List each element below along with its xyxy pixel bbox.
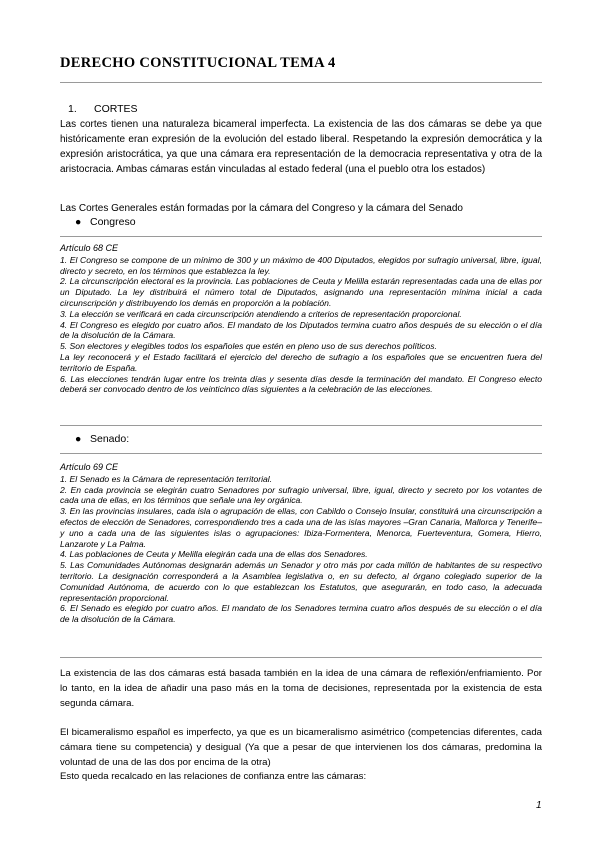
article-68-paragraph: 2. La circunscripción electoral es la provincia. Las poblaciones de Ceuta y Melilla estarán representadas cada una de ellas por un Diputado. La ley distribuirá el número total de Diputados, asignando una representación mínima inicial a cada circunscripción y distribuyendo los demás en proporción a la población. [60,276,542,308]
article-69-paragraph: 3. En las provincias insulares, cada isla o agrupación de ellas, con Cabildo o Consejo Insular, constituirá una circunscripción a efectos de elección de Senadores, correspondiendo tres a cada una de las islas mayores –Gran Canaria, Mallorca y Tenerife– y uno a cada una de las siguientes islas o agrupaciones: Ibiza-Formentera, Menorca, Fuerteventura, Gomera, Hierro, Lanzarote y La Palma. [60,506,542,549]
article-69-paragraph: 2. En cada provincia se elegirán cuatro Senadores por sufragio universal, libre, igual, directo y secreto por los votantes de cada una de ellas, en los términos que señale una ley orgánica. [60,484,542,506]
bullet-senado [75,433,129,445]
closing-paragraph-reflexion: La existencia de las dos cámaras está basada también en la idea de una cámara de reflexión/enfriamiento. Por lo tanto, en la idea de añadir una paso más en la toma de decisiones, representada por la existencia de esta segunda cámara. [60,668,542,709]
article-68-paragraph: 4. El Congreso es elegido por cuatro años. El mandato de los Diputados termina cuatro años después de su elección o el día de la disolución de la Cámara. [60,319,542,341]
section-number: 1. [68,103,77,115]
art68-top-divider [60,236,542,237]
bullet-congreso [75,216,136,228]
article-68-paragraph: 5. Son electores y elegibles todos los españoles que estén en pleno uso de sus derechos políticos. [60,341,437,352]
article-69-block [60,462,542,625]
article-68-paragraph: 1. El Congreso se compone de un mínimo de 300 y un máximo de 400 Diputados, elegidos por sufragio universal, libre, igual, directo y secreto, en los términos que establezca la ley. [60,254,542,276]
closing-paragraph-bicameralismo: El bicameralismo español es imperfecto, ya que es un bicameralismo asimétrico (competencias diferentes, cada cámara tiene su competencia) y desigual (Ya que a pesar de que intervienen los dos cámaras, predomina la voluntad de una de las dos por encima de la otra) [60,727,542,768]
section-title: CORTES [94,103,138,115]
art69-top-divider [60,453,542,454]
article-68-paragraph: 6. Las elecciones tendrán lugar entre los treinta días y sesenta días desde la terminación del mandato. El Congreso electo deberá ser convocado dentro de los veinticinco días siguientes a la celebración de las elecciones. [60,373,542,395]
article-69-paragraph: 5. Las Comunidades Autónomas designarán además un Senador y otro más por cada millón de habitantes de su respectivo territorio. La designación corresponderá a la Asamblea legislativa o, en su defecto, al órgano colegiado superior de la Comunidad Autónoma, de acuerdo con lo que establezcan los Estatutos, que asegurarán, en todo caso, la adecuada representación proporcional. [60,560,542,603]
cortes-sentence: Las Cortes Generales están formadas por la cámara del Congreso y la cámara del Senado [60,203,463,214]
article-68-paragraph: La ley reconocerá y el Estado facilitará el ejercicio del derecho de sufragio a los españoles que se encuentren fuera del territorio de España. [60,351,542,373]
art68-bottom-divider [60,425,542,426]
page-number: 1 [536,800,542,811]
article-69-paragraph: 4. Las poblaciones de Ceuta y Melilla elegirán cada una de ellas dos Senadores. [60,549,368,560]
article-68-block [60,243,542,395]
article-69-title: Artículo 69 CE [60,462,119,472]
section-heading [68,103,138,115]
article-68-paragraph: 3. La elección se verificará en cada circunscripción atendiendo a criterios de representación proporcional. [60,308,462,319]
title-divider [60,82,542,83]
bullet-dot-icon: ● [75,216,82,228]
bullet-congreso-label: Congreso [90,216,136,228]
article-69-paragraph: 1. El Senado es la Cámara de representación territorial. [60,473,273,484]
bullet-senado-label: Senado: [90,433,130,445]
document-title: DERECHO CONSTITUCIONAL TEMA 4 [60,55,336,71]
bullet-dot-icon: ● [75,433,82,445]
intro-paragraph: Las cortes tienen una naturaleza bicameral imperfecta. La existencia de las dos cámaras se debe ya que históricamente eran expresión de la evolución del estado liberal. Respetando la expresión democrática y la expresión aristocrática, ya que una cámara era representación de la democracia representativa y otra de la aristocracia. Ambas cámaras están vinculadas al estado federal (una el pueblo otra los estados) [60,119,542,175]
art69-bottom-divider [60,657,542,658]
article-68-title: Artículo 68 CE [60,243,119,253]
article-69-paragraph: 6. El Senado es elegido por cuatro años. El mandato de los Senadores termina cuatro años después de su elección o el día de la disolución de la Cámara. [60,603,542,625]
closing-paragraph-confianza: Esto queda recalcado en las relaciones de confianza entre las cámaras: [60,771,367,782]
